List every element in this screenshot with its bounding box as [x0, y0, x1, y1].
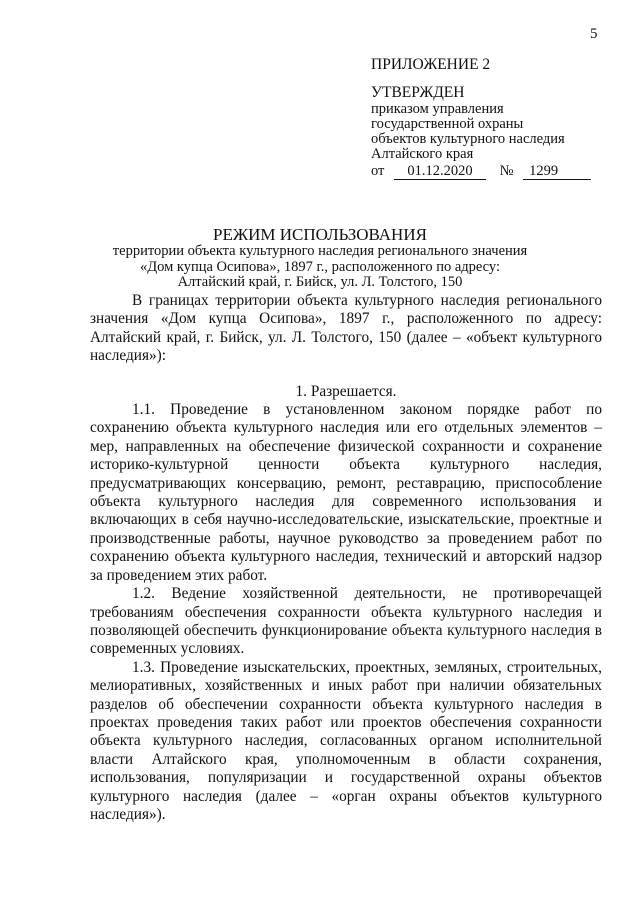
order-number: 1299	[523, 164, 591, 180]
item-paragraph: 1.1. Проведение в установленном законом порядке работ по сохранению объекта культурного наследия или его отдельных элементов – мер, направленных на обеспечение физической сохранности и сохранение историко-культурной ценности объекта культурного наследия, предусматривающих консервацию, ремонт, реставрацию, приспособление объекта культурного наследия для современного использования и включающих в себя научно-исследовательские, изыскательские, проектные и производственные работы, научное руководство за проведением работ по сохранению объекта культурного наследия, технический и авторский надзор за проведением этих работ.	[90, 401, 602, 584]
approved-by-line: государственной охраны	[371, 116, 524, 132]
appendix-title: ПРИЛОЖЕНИЕ 2	[371, 56, 491, 73]
approval-block	[371, 56, 611, 180]
date-prefix: от	[371, 163, 385, 179]
section-heading: 1. Разрешается.	[295, 382, 397, 400]
approved-by-line: объектов культурного наследия	[371, 131, 565, 147]
order-date-number-row	[371, 164, 611, 180]
number-label: №	[499, 163, 514, 179]
document-title: РЕЖИМ ИСПОЛЬЗОВАНИЯ	[213, 225, 427, 244]
item-paragraph: 1.3. Проведение изыскательских, проектных, земляных, строительных, мелиоративных, хозяйственных и иных работ при наличии обязательных разделов об обеспечении сохранности объекта культурного наследия в проектах проведения таких работ или проектов обеспечения сохранности объекта культурного наследия, согласованных органом исполнительной власти Алтайского края, уполномоченным в области сохранения, использования, популяризации и государственной охраны объектов культурного наследия (далее – «орган охраны объектов культурного наследия»).	[90, 658, 602, 823]
approved-by-line: Алтайского края	[371, 146, 474, 162]
approved-label: УТВЕРЖДЕН	[371, 84, 465, 101]
item-paragraph: 1.2. Ведение хозяйственной деятельности, не противоречащей требованиям обеспечения сохранности объекта культурного наследия и позволяющей обеспечить функционирование объекта культурного наследия в современных условиях.	[90, 585, 602, 658]
order-date: 01.12.2020	[394, 164, 486, 180]
document-subtitle-line: территории объекта культурного наследия регионального значения	[112, 243, 528, 259]
document-body	[90, 292, 602, 824]
approved-by-line: приказом управления	[371, 101, 504, 117]
page-number: 5	[590, 26, 598, 42]
intro-paragraph: В границах территории объекта культурного наследия регионального значения «Дом купца Осипова», 1897 г., расположенного по адресу: Алтайский край, г. Бийск, ул. Л. Толстого, 150 (далее – «объект культурного наследия»):	[90, 292, 602, 365]
document-subtitle-line: Алтайский край, г. Бийск, ул. Л. Толстого, 150	[177, 274, 463, 290]
document-title-block	[90, 225, 550, 291]
document-subtitle-line: «Дом купца Осипова», 1897 г., расположенного по адресу:	[139, 258, 501, 275]
